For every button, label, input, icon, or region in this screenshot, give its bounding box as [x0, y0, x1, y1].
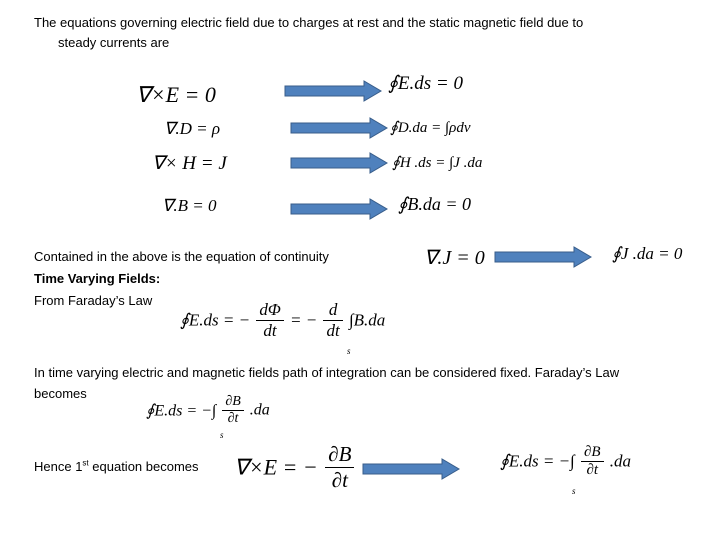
integral-e-time-varying-lhs: ∮E.ds = −∫: [500, 451, 575, 471]
arrow-shape: [291, 199, 387, 219]
equation-div-j: ∇.J = 0: [424, 247, 485, 269]
curl-e-time-varying: [234, 442, 356, 493]
first-equation-text-sup: st: [82, 458, 89, 468]
curl-e-time-varying-den: ∂t: [331, 468, 348, 492]
fixed-path-num: ∂B: [222, 394, 243, 411]
time-varying-heading: Time Varying Fields:: [34, 271, 161, 286]
fixed-path-lhs: ∮E.ds = −∫: [146, 402, 217, 420]
faraday-fraction-2: [323, 300, 342, 341]
first-equation-text-pre: Hence 1: [34, 459, 83, 474]
arrow-5: [494, 246, 592, 268]
equation-curl-h: ∇× H = J: [152, 153, 227, 174]
intro-line-2: steady currents are: [58, 35, 170, 50]
arrow-shape: [285, 81, 381, 101]
integral-e-time-varying-den: ∂t: [586, 462, 599, 478]
arrow-3: [290, 152, 388, 174]
integral-b: ∮B.da = 0: [398, 194, 472, 214]
faraday-rhs: ∫B.da: [348, 310, 386, 330]
arrow-shape: [291, 153, 387, 173]
arrow-6: [362, 458, 460, 480]
equation-div-d: ∇.D = ρ: [164, 119, 221, 138]
fixed-path-equation: [146, 394, 270, 427]
faraday-dt2: dt: [326, 321, 340, 340]
curl-e-time-varying-fraction: [325, 442, 354, 493]
arrow-2: [290, 117, 388, 139]
integral-e-time-varying-tail: .da: [609, 451, 632, 471]
integral-j: ∮J .da = 0: [612, 244, 683, 263]
intro-line-1: The equations governing electric field due to charges at rest and the static magnetic field due to: [34, 15, 584, 30]
faraday-subscript: s: [347, 346, 351, 356]
faraday-lhs: ∮E.ds = −: [180, 310, 251, 330]
integral-d-lhs: ∮D.da =: [390, 120, 442, 136]
first-equation-text-post: equation becomes: [88, 459, 199, 474]
arrow-shape: [363, 459, 459, 479]
faraday-fraction-1: [256, 300, 283, 341]
integral-h: [392, 153, 482, 172]
integral-e-time-varying: [500, 444, 631, 479]
integral-h-rhs: ∫J .da: [449, 155, 483, 171]
faraday-d: d: [323, 300, 342, 321]
faraday-dt: dt: [263, 321, 277, 340]
fixed-path-den: ∂t: [227, 411, 239, 426]
integral-e-time-varying-subscript: s: [572, 486, 576, 496]
arrow-shape: [495, 247, 591, 267]
fixed-path-line-2: becomes: [34, 386, 87, 401]
first-equation-text: [34, 458, 199, 476]
integral-e-time-varying-num: ∂B: [581, 444, 604, 462]
equation-div-b: ∇.B = 0: [162, 196, 217, 215]
integral-d: [390, 118, 471, 137]
faraday-label: From Faraday’s Law: [34, 293, 153, 308]
integral-e-time-varying-fraction: [581, 444, 604, 479]
integral-h-lhs: ∮H .ds =: [392, 155, 446, 171]
arrow-shape: [291, 118, 387, 138]
integral-e: ∮E.ds = 0: [388, 73, 463, 94]
faraday-equation: [180, 300, 385, 341]
fixed-path-tail: .da: [249, 401, 270, 419]
integral-d-rhs: ∫ρdv: [445, 120, 471, 136]
fixed-path-subscript: s: [220, 430, 224, 440]
continuity-text: Contained in the above is the equation of continuity: [34, 249, 329, 264]
fixed-path-fraction: [222, 394, 243, 427]
faraday-mid: = −: [290, 310, 318, 330]
faraday-dphi: dΦ: [256, 300, 283, 321]
curl-e-time-varying-num: ∂B: [325, 442, 354, 468]
equation-curl-e: ∇×E = 0: [136, 82, 216, 107]
fixed-path-line-1: In time varying electric and magnetic fields path of integration can be considered fixed. Faraday’s Law: [34, 365, 620, 380]
arrow-1: [284, 80, 382, 102]
curl-e-time-varying-lhs: ∇×E = −: [234, 454, 318, 480]
arrow-4: [290, 198, 388, 220]
